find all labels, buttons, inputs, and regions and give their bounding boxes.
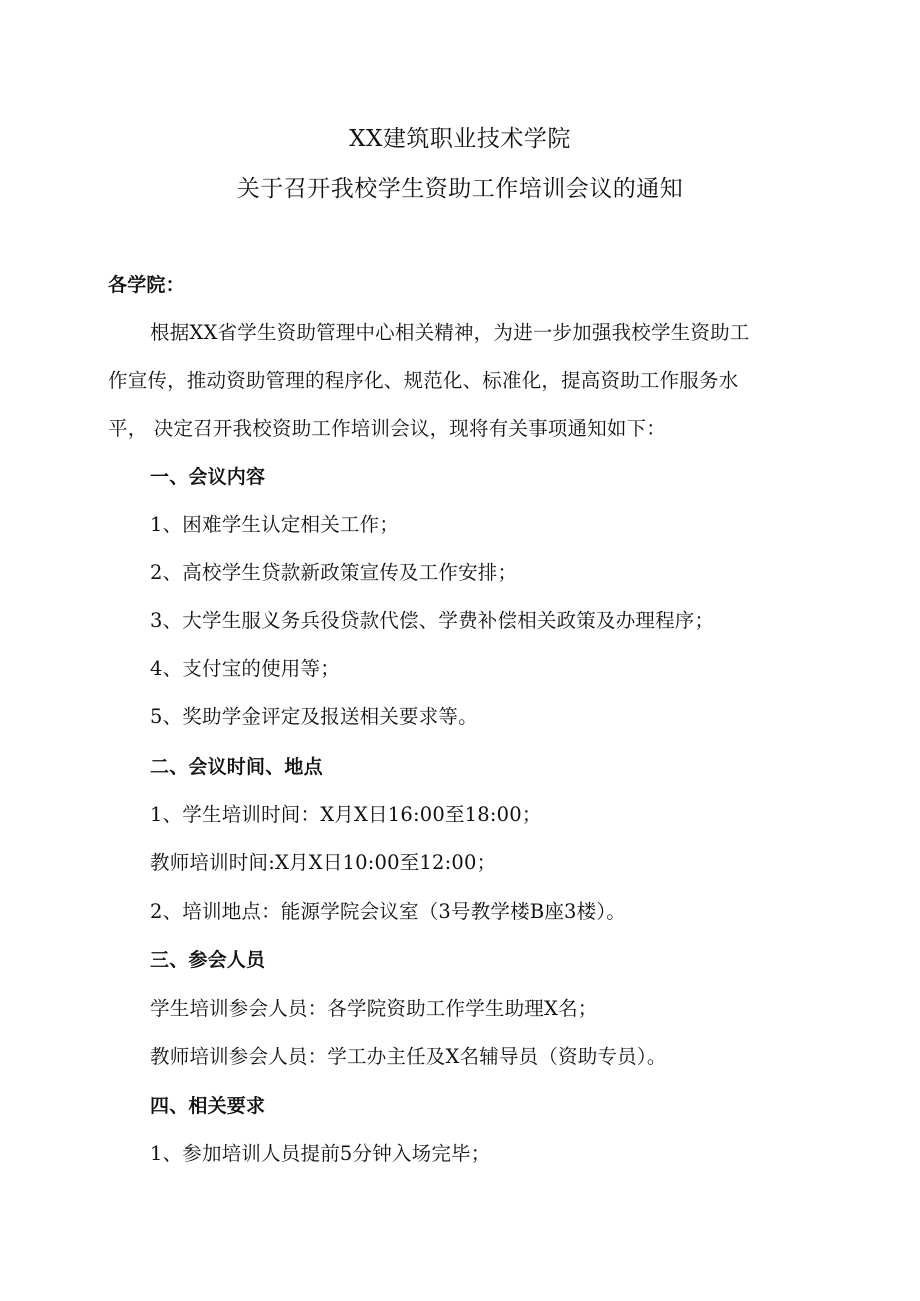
list-item: 3、大学生服义务兵役贷款代偿、学费补偿相关政策及办理程序； <box>150 609 715 632</box>
document-title-line-2: 关于召开我校学生资助工作培训会议的通知 <box>236 176 684 202</box>
list-item: 学生培训参会人员：各学院资助工作学生助理X名； <box>150 997 598 1020</box>
list-item: 4、支付宝的使用等； <box>150 657 340 680</box>
list-item: 2、高校学生贷款新政策宣传及工作安排； <box>150 561 518 584</box>
section-heading-meeting-content: 一、会议内容 <box>150 466 266 488</box>
list-item: 1、困难学生认定相关工作； <box>150 513 400 536</box>
section-heading-time-place: 二、会议时间、地点 <box>150 756 323 778</box>
list-item: 2、培训地点：能源学院会议室（3号教学楼B座3楼）。 <box>150 900 626 923</box>
intro-line-3: 平， 决定召开我校资助工作培训会议，现将有关事项通知如下： <box>108 417 666 440</box>
list-item: 1、学生培训时间：X月X日16:00至18:00； <box>150 803 542 826</box>
list-item: 1、参加培训人员提前5分钟入场完毕； <box>150 1142 491 1165</box>
salutation: 各学院： <box>108 274 185 296</box>
list-item: 教师培训参会人员：学工办主任及X名辅导员（资助专员）。 <box>150 1045 667 1068</box>
section-heading-requirements: 四、相关要求 <box>150 1095 266 1117</box>
intro-line-1: 根据XX省学生资助管理中心相关精神，为进一步加强我校学生资助工 <box>150 321 750 344</box>
section-heading-attendees: 三、参会人员 <box>150 949 266 971</box>
document-title-line-1: XX建筑职业技术学院 <box>349 126 571 152</box>
list-item: 教师培训时间:X月X日10:00至12:00； <box>150 851 497 874</box>
list-item: 5、奖助学金评定及报送相关要求等。 <box>150 705 478 728</box>
intro-line-2: 作宣传，推动资助管理的程序化、规范化、标准化，提高资助工作服务水 <box>108 369 739 392</box>
